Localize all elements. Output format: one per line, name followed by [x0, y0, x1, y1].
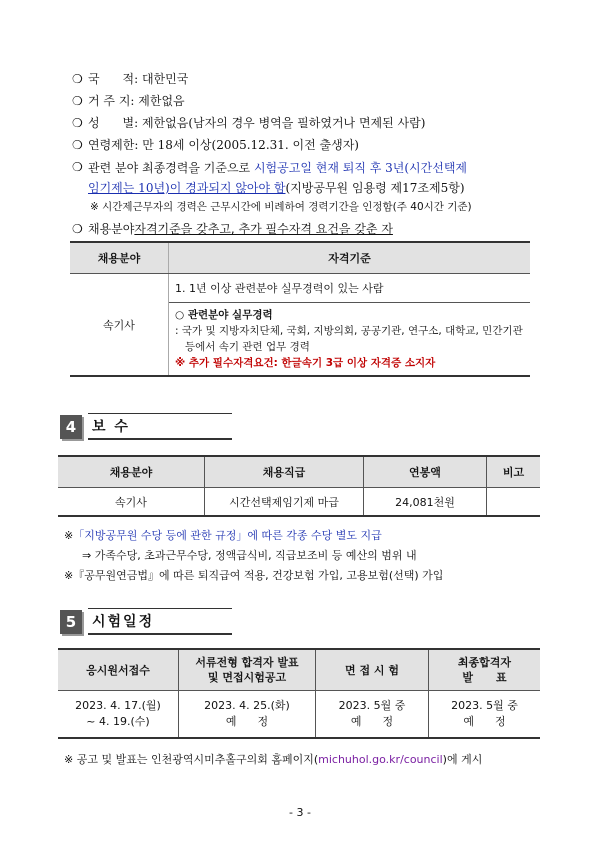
pay-table: [58, 455, 540, 517]
cell-line: 2023. 4. 17.(월): [75, 699, 161, 712]
table-cell: [429, 691, 541, 739]
cell-line: ~ 4. 19.(수): [86, 715, 150, 728]
gender-item: [72, 114, 425, 132]
table-header: 자격기준: [169, 242, 531, 274]
section-number: 5: [60, 610, 82, 634]
table-header: 채용직급: [205, 456, 364, 488]
age-item: [72, 136, 359, 154]
cell-line: 2023. 4. 25.(화): [204, 699, 290, 712]
table-cell: [487, 488, 541, 517]
nationality-value: 대한민국: [141, 72, 189, 86]
header-line: 및 면접시험공고: [207, 671, 287, 684]
residence-value: 제한없음: [138, 94, 185, 108]
header-line: 응시원서접수: [86, 663, 150, 677]
schedule-table: [58, 648, 540, 739]
section-number: 4: [60, 415, 82, 439]
criteria-item-1: 1. 1년 이상 관련분야 실무경력이 있는 사람: [169, 274, 531, 303]
cell-line: 예 정: [225, 715, 269, 728]
pay-note-1: [64, 528, 382, 544]
table-header: [179, 649, 316, 691]
experience-suffix: (지방공무원 임용령 제17조제5항): [285, 181, 465, 195]
cell-line: 예 정: [463, 715, 506, 728]
age-value: 만 18세 이상(2005.12.31. 이전 출생자): [142, 138, 359, 152]
experience-item: [72, 158, 532, 198]
table-header: [429, 649, 541, 691]
pay-note-3: ※『공무원연금법』에 따른 퇴직급여 적용, 건강보험 가입, 고용보험(선택) 가입: [64, 569, 444, 582]
header-line: 최종합격자: [457, 656, 512, 669]
qualification-item: [72, 220, 393, 238]
table-header: 비고: [487, 456, 541, 488]
table-row: [58, 691, 540, 739]
circle-bullet-icon: ❍: [72, 138, 83, 152]
gender-label: 성 별:: [88, 116, 139, 130]
note-mark: ※: [64, 529, 74, 542]
qualification-table: [70, 241, 530, 377]
table-cell: [58, 691, 179, 739]
table-header: [316, 649, 429, 691]
footer-note-prefix: ※ 공고 및 발표는 인천광역시미추홀구의회 홈페이지(: [64, 753, 319, 766]
cell-line: 예 정: [350, 715, 394, 728]
criteria-item-2: [169, 303, 531, 377]
residence-item: [72, 92, 185, 110]
criteria-item-2-title: ○ 관련분야 실무경력: [175, 309, 273, 321]
circle-bullet-icon: ❍: [72, 72, 83, 86]
circle-bullet-icon: ❍: [72, 94, 83, 108]
experience-prefix: 관련 분야 최종경력을 기준으로: [88, 161, 254, 175]
criteria-item-2-line1: : 국가 및 지방자치단체, 국회, 지방의회, 공공기관, 연구소, 대학교, 민간기관: [175, 325, 523, 337]
header-line: 발 표: [462, 671, 507, 684]
circle-bullet-icon: ❍: [72, 222, 83, 236]
section-title: 보 수: [88, 413, 232, 440]
council-website-link[interactable]: michuhol.go.kr/council: [318, 753, 443, 766]
table-cell: [316, 691, 429, 739]
header-line: 면 접 시 험: [345, 663, 399, 677]
qualification-requirement: 자격기준을 갖추고, 추가 필수자격 요건을 갖춘 자: [134, 222, 393, 236]
page-number: - 3 -: [289, 806, 311, 819]
cell-line: 2023. 5월 중: [451, 699, 518, 712]
footer-note: [64, 752, 482, 768]
field-cell: 속기사: [70, 274, 169, 377]
section-title: 시험일정: [88, 608, 232, 635]
nationality-item: [72, 70, 188, 88]
nationality-label: 국 적:: [88, 72, 139, 86]
circle-bullet-icon: ❍: [72, 160, 83, 174]
experience-note: ※ 시간제근무자의 경력은 근무시간에 비례하여 경력기간을 인정함(주 40시간 기준): [90, 201, 472, 213]
header-line: 서류전형 합격자 발표: [195, 656, 299, 669]
criteria-extra-requirement: ※ 추가 필수자격요건: 한글속기 3급 이상 자격증 소지자: [175, 357, 436, 369]
gender-value: 제한없음(남자의 경우 병역을 필하였거나 면제된 사람): [141, 116, 426, 130]
age-label: 연령제한:: [88, 138, 139, 152]
pay-note-2: ⇒ 가족수당, 초과근무수당, 정액급식비, 직급보조비 등 예산의 범위 내: [82, 549, 417, 562]
footer-note-suffix: )에 게시: [442, 753, 483, 766]
table-row: [58, 488, 540, 517]
table-header: 채용분야: [58, 456, 205, 488]
table-header: 연봉액: [364, 456, 487, 488]
cell-line: 2023. 5월 중: [338, 699, 406, 712]
criteria-item-2-line2: 등에서 속기 관련 업무 경력: [185, 341, 310, 353]
section-5-heading: [60, 608, 232, 635]
pay-note-1-text: 「지방공무원 수당 등에 관한 규정」에 따른 각종 수당 별도 지급: [73, 529, 382, 542]
table-cell: 시간선택제임기제 마급: [205, 488, 364, 517]
table-cell: [179, 691, 316, 739]
residence-label: 거 주 지:: [88, 94, 135, 108]
table-cell: 24,081천원: [364, 488, 487, 517]
circle-bullet-icon: ❍: [72, 116, 83, 130]
experience-highlight-1: 시험공고일 현재 퇴직 후 3년(시간선택제: [253, 161, 468, 175]
qualification-prefix: 채용분야: [88, 222, 135, 236]
table-cell: 속기사: [58, 488, 205, 517]
table-header: 채용분야: [70, 242, 169, 274]
section-4-heading: [60, 413, 232, 440]
table-header: [58, 649, 179, 691]
experience-highlight-2: 임기제는 10년)이 경과되지 않아야 함: [88, 181, 286, 195]
